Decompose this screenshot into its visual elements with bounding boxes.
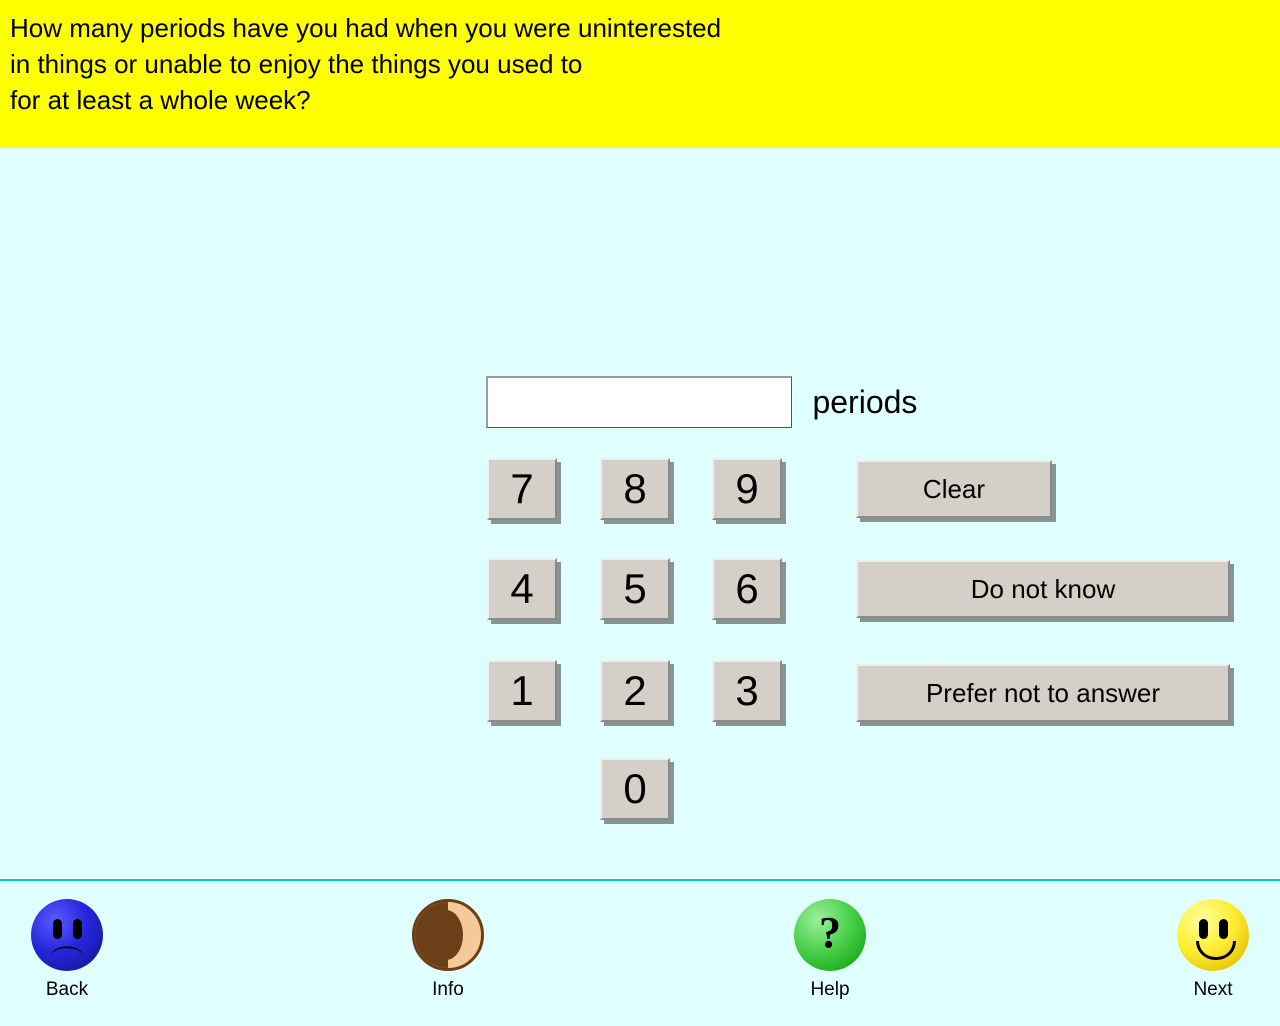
question-mark-icon: ? (794, 899, 866, 971)
sad-face-icon (31, 899, 103, 971)
keypad-button-9[interactable]: 9 (712, 458, 782, 520)
smiley-face-icon (1177, 899, 1249, 971)
keypad-button-5[interactable]: 5 (600, 558, 670, 620)
nav-button-help[interactable] (765, 899, 895, 1001)
nav-label-help: Help (810, 979, 850, 1000)
keypad-button-7[interactable]: 7 (487, 458, 557, 520)
keypad-button-2[interactable]: 2 (600, 660, 670, 722)
question-line-2: in things or unable to enjoy the things you used to (10, 49, 583, 79)
question-banner (0, 0, 1280, 148)
nav-label-next: Next (1193, 979, 1233, 1000)
prefer-not-to-answer-button[interactable]: Prefer not to answer (856, 664, 1230, 722)
nav-button-info[interactable] (383, 899, 513, 1001)
info-pie-icon (412, 899, 484, 971)
question-line-1: How many periods have you had when you were uninterested (10, 13, 722, 43)
nav-label-info: Info (432, 979, 464, 1000)
question-line-3: for at least a whole week? (10, 85, 311, 115)
keypad-button-4[interactable]: 4 (487, 558, 557, 620)
nav-button-next[interactable] (1148, 899, 1278, 1001)
answer-input[interactable] (486, 376, 792, 428)
keypad-button-8[interactable]: 8 (600, 458, 670, 520)
answer-unit-label: periods (812, 383, 918, 420)
main-content (0, 148, 1280, 879)
keypad-button-1[interactable]: 1 (487, 660, 557, 722)
keypad-button-0[interactable]: 0 (600, 758, 670, 820)
keypad-button-6[interactable]: 6 (712, 558, 782, 620)
bottom-navigation-bar (0, 879, 1280, 1026)
clear-button[interactable]: Clear (856, 460, 1052, 518)
nav-button-back[interactable] (2, 899, 132, 1001)
keypad-button-3[interactable]: 3 (712, 660, 782, 722)
nav-label-back: Back (45, 979, 89, 1000)
do-not-know-button[interactable]: Do not know (856, 560, 1230, 618)
answer-row (486, 376, 917, 428)
